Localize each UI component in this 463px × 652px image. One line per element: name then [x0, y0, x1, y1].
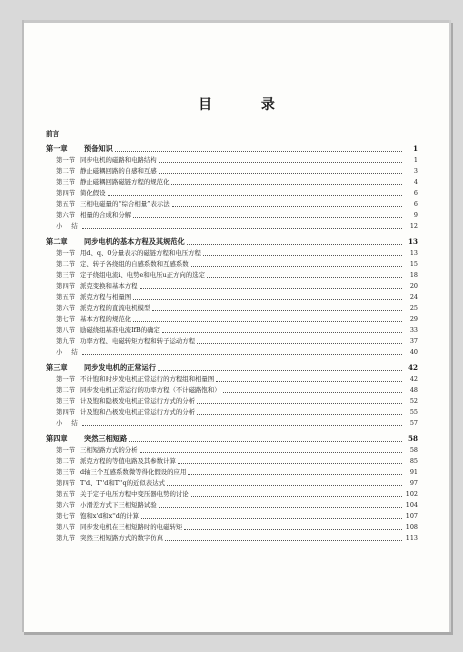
toc-entry-label: 第六节 — [56, 304, 76, 312]
toc-entry-page-number: 13 — [407, 237, 418, 246]
toc-entry-text: 突然三相短路 — [84, 434, 128, 443]
toc-entry-text: 定子绕组电流i、电势e和电压u正方向的选定 — [80, 271, 205, 279]
toc-entry-label: 第三节 — [56, 178, 76, 186]
toc-entry-page-number: 85 — [409, 457, 418, 465]
toc-entry-page-number: 104 — [405, 501, 418, 509]
toc-entry-page-number: 107 — [405, 512, 418, 520]
toc-entry-text: 三相电磁量的“综合相量”表示法 — [80, 200, 170, 208]
toc-entry-page-number: 9 — [413, 211, 418, 219]
toc-entry-page-number: 48 — [409, 386, 418, 394]
toc-entry-text: 不计饱和时步发电机正常运行的方程组和相量图 — [80, 375, 215, 383]
toc-entry-section[interactable] — [46, 303, 418, 314]
dot-leader — [159, 507, 402, 508]
toc-entry-text: 定、转子各绕组的自感系数和互感系数 — [80, 260, 189, 268]
toc-entry-page-number: 40 — [409, 348, 418, 356]
toc-entry-section[interactable] — [46, 467, 418, 478]
toc-entry-label: 第二章 — [46, 237, 68, 246]
document-page — [22, 20, 451, 632]
toc-entry-text: 饱和x'd和x''d的计算 — [80, 512, 140, 520]
toc-entry-label: 第三节 — [56, 271, 76, 279]
toc-entry-text: 同步发电机正常运行的功率方程（不计磁路饱和） — [80, 386, 221, 394]
toc-entry-section[interactable] — [46, 500, 418, 511]
toc-entry-text: 派克方程与相量图 — [80, 293, 132, 301]
toc-entry-label: 第一节 — [56, 249, 76, 257]
dot-leader — [108, 195, 402, 196]
toc-entry-text: 静止磁耦回路磁链方程的规范化 — [80, 178, 170, 186]
toc-entry-page-number: 13 — [409, 249, 418, 257]
dot-leader — [178, 463, 402, 464]
toc-entry-section[interactable] — [46, 177, 418, 188]
dot-leader — [129, 441, 402, 442]
toc-entry-section[interactable] — [46, 281, 418, 292]
dot-leader — [197, 414, 402, 415]
toc-entry-section[interactable] — [46, 314, 418, 325]
preface-label: 前言 — [46, 130, 60, 138]
toc-entry-page-number: 52 — [409, 397, 418, 405]
toc-entry-page-number: 97 — [409, 479, 418, 487]
toc-entry-page-number: 18 — [409, 271, 418, 279]
toc-entry-label: 小结 — [56, 348, 87, 356]
toc-entry-section[interactable] — [46, 374, 418, 385]
table-of-contents — [46, 129, 418, 544]
toc-entry-text: 派克方程的等值电路及其参数计算 — [80, 457, 176, 465]
toc-entry-summary[interactable] — [46, 347, 418, 358]
toc-entry-page-number: 91 — [409, 468, 418, 476]
toc-entry-label: 第八节 — [56, 523, 76, 531]
toc-entry-label: 第三章 — [46, 363, 68, 372]
toc-entry-page-number: 57 — [409, 419, 418, 427]
toc-entry-text: 派克变换和基本方程 — [80, 282, 138, 290]
toc-entry-label: 第一节 — [56, 156, 76, 164]
toc-entry-page-number: 25 — [409, 304, 418, 312]
toc-entry-label: 第一节 — [56, 446, 76, 454]
toc-entry-section[interactable] — [46, 325, 418, 336]
toc-entry-section[interactable] — [46, 292, 418, 303]
toc-entry-page-number: 1 — [412, 144, 418, 153]
toc-entry-text: 计及饱和凸极发电机正常运行方式的分析 — [80, 408, 196, 416]
toc-entry-label: 小结 — [56, 419, 87, 427]
toc-entry-label: 第八节 — [56, 326, 76, 334]
toc-entry-section[interactable] — [46, 248, 418, 259]
toc-entry-section[interactable] — [46, 166, 418, 177]
toc-entry-label: 第二节 — [56, 457, 76, 465]
toc-entry-text: 同步电机的磁路和电路结构 — [80, 156, 157, 164]
toc-entry-page-number: 58 — [407, 434, 418, 443]
toc-entry-text: 同步电机的基本方程及其规范化 — [84, 237, 185, 246]
toc-entry-text: 突然三相短路方式的数字仿真 — [80, 534, 164, 542]
toc-entry-page-number: 6 — [413, 189, 418, 197]
toc-entry-chapter[interactable] — [46, 362, 418, 374]
toc-entry-page-number: 42 — [407, 363, 418, 372]
toc-entry-label: 第六节 — [56, 501, 76, 509]
dot-leader — [172, 206, 402, 207]
dot-leader — [197, 403, 402, 404]
dot-leader — [197, 343, 402, 344]
toc-entry-page-number: 1 — [413, 156, 418, 164]
toc-entry-label: 第六节 — [56, 211, 76, 219]
toc-entry-label: 第四章 — [46, 434, 68, 443]
toc-entry-section[interactable] — [46, 210, 418, 221]
dot-leader — [152, 310, 402, 311]
toc-entry-page-number: 102 — [405, 490, 418, 498]
toc-entry-text: 同步发电机在三相短路时的电磁转矩 — [80, 523, 183, 531]
toc-entry-text: 计及饱和隐极发电机正常运行方式的分析 — [80, 397, 196, 405]
toc-entry-section[interactable] — [46, 396, 418, 407]
dot-leader — [216, 381, 402, 382]
dot-leader — [141, 518, 402, 519]
toc-entry-section[interactable] — [46, 385, 418, 396]
dot-leader — [159, 173, 402, 174]
toc-entry-page-number: 3 — [413, 167, 418, 175]
toc-entry-page-number: 33 — [409, 326, 418, 334]
page-title: 目 录 — [198, 97, 297, 113]
toc-entry-page-number: 4 — [413, 178, 418, 186]
toc-entry-section[interactable] — [46, 456, 418, 467]
toc-entry-text: 静止磁耦回路的自感和互感 — [80, 167, 157, 175]
toc-entry-text: 简化假设 — [80, 189, 106, 197]
dot-leader — [140, 452, 402, 453]
toc-entry-summary[interactable] — [46, 418, 418, 429]
toc-entry-section[interactable] — [46, 445, 418, 456]
dot-leader — [223, 392, 402, 393]
toc-entry-chapter[interactable] — [46, 433, 418, 445]
dot-leader — [82, 228, 402, 229]
toc-entry-label: 第一节 — [56, 375, 76, 383]
dot-leader — [82, 425, 402, 426]
toc-entry-page-number: 6 — [413, 200, 418, 208]
toc-entry-label: 第四节 — [56, 282, 76, 290]
toc-entry-chapter[interactable] — [46, 143, 418, 155]
toc-entry-page-number: 55 — [409, 408, 418, 416]
toc-entry-section[interactable] — [46, 511, 418, 522]
toc-entry-label: 第九节 — [56, 337, 76, 345]
dot-leader — [162, 332, 402, 333]
dot-leader — [187, 244, 402, 245]
toc-entry-page-number: 29 — [409, 315, 418, 323]
toc-entry-label: 第五节 — [56, 490, 76, 498]
toc-entry-text: 基本方程的规范化 — [80, 315, 132, 323]
toc-entry-chapter[interactable] — [46, 236, 418, 248]
toc-entry-label: 第四节 — [56, 408, 76, 416]
dot-leader — [165, 540, 402, 541]
toc-entry-section[interactable] — [46, 188, 418, 199]
toc-entry-text: 功率方程、电磁转矩方程和转子运动方程 — [80, 337, 196, 345]
toc-entry-text: 励磁绕组基准电流IfB的确定 — [80, 326, 160, 334]
dot-leader — [115, 151, 402, 152]
toc-entry-label: 第二节 — [56, 260, 76, 268]
toc-entry-label: 第二节 — [56, 167, 76, 175]
dot-leader — [191, 496, 402, 497]
toc-entry-section[interactable] — [46, 478, 418, 489]
toc-entry-label: 第三节 — [56, 468, 76, 476]
dot-leader — [158, 370, 402, 371]
toc-entry-label: 第四节 — [56, 189, 76, 197]
toc-entry-text: 派克方程的直流电机模型 — [80, 304, 151, 312]
toc-entry-label: 第四节 — [56, 479, 76, 487]
toc-entry-page-number: 20 — [409, 282, 418, 290]
toc-entry-label: 第一章 — [46, 144, 68, 153]
toc-entry-text: 三相短路方式的分析 — [80, 446, 138, 454]
dot-leader — [159, 162, 402, 163]
page-edge — [24, 20, 449, 23]
toc-entry-page-number: 42 — [409, 375, 418, 383]
toc-entry-page-number: 113 — [405, 534, 418, 542]
toc-entry-text: T'd、T''d和T''q的近似表达式 — [80, 479, 165, 487]
toc-entry-text: 用d、q、0分量表示的磁链方程和电压方程 — [80, 249, 201, 257]
toc-entry-section[interactable] — [46, 259, 418, 270]
toc-entry-section[interactable] — [46, 155, 418, 166]
dot-leader — [140, 288, 402, 289]
toc-entry-label: 第三节 — [56, 397, 76, 405]
dot-leader — [133, 299, 402, 300]
toc-entry-label: 第七节 — [56, 512, 76, 520]
toc-entry-page-number: 12 — [409, 222, 418, 230]
toc-entry-page-number: 37 — [409, 337, 418, 345]
toc-entry-section[interactable] — [46, 522, 418, 533]
toc-entry-text: 预备知识 — [84, 144, 113, 153]
toc-entry-label: 第二节 — [56, 386, 76, 394]
dot-leader — [133, 321, 402, 322]
toc-entry-page-number: 108 — [405, 523, 418, 531]
toc-entry-text: 相量的合成和分解 — [80, 211, 132, 219]
toc-entry-label: 第五节 — [56, 293, 76, 301]
dot-leader — [171, 184, 402, 185]
dot-leader — [191, 266, 402, 267]
toc-entry-label: 第七节 — [56, 315, 76, 323]
toc-entry-page-number: 58 — [409, 446, 418, 454]
toc-entry-page-number: 24 — [409, 293, 418, 301]
dot-leader — [167, 485, 402, 486]
toc-entry-text: 关于定子电压方程中变压器电势的讨论 — [80, 490, 189, 498]
toc-entry-section[interactable] — [46, 489, 418, 500]
toc-entry-section[interactable] — [46, 199, 418, 210]
toc-entry-section[interactable] — [46, 407, 418, 418]
dot-leader — [184, 529, 402, 530]
dot-leader — [82, 354, 402, 355]
toc-entry-section[interactable] — [46, 336, 418, 347]
dot-leader — [203, 255, 402, 256]
dot-leader — [188, 474, 402, 475]
dot-leader — [133, 217, 402, 218]
toc-preface[interactable] — [46, 129, 418, 140]
toc-entry-text: 同步发电机的正常运行 — [84, 363, 156, 372]
dot-leader — [207, 277, 402, 278]
toc-entry-section[interactable] — [46, 533, 418, 544]
toc-entry-text: d轴三个互感系数微等得化假设的应用 — [80, 468, 187, 476]
toc-entry-text: 小滑差方式下三相短路试验 — [80, 501, 157, 509]
toc-entry-summary[interactable] — [46, 221, 418, 232]
toc-entry-label: 小结 — [56, 222, 87, 230]
toc-entry-page-number: 15 — [409, 260, 418, 268]
toc-entry-label: 第九节 — [56, 534, 76, 542]
toc-entry-label: 第五节 — [56, 200, 76, 208]
toc-entry-section[interactable] — [46, 270, 418, 281]
